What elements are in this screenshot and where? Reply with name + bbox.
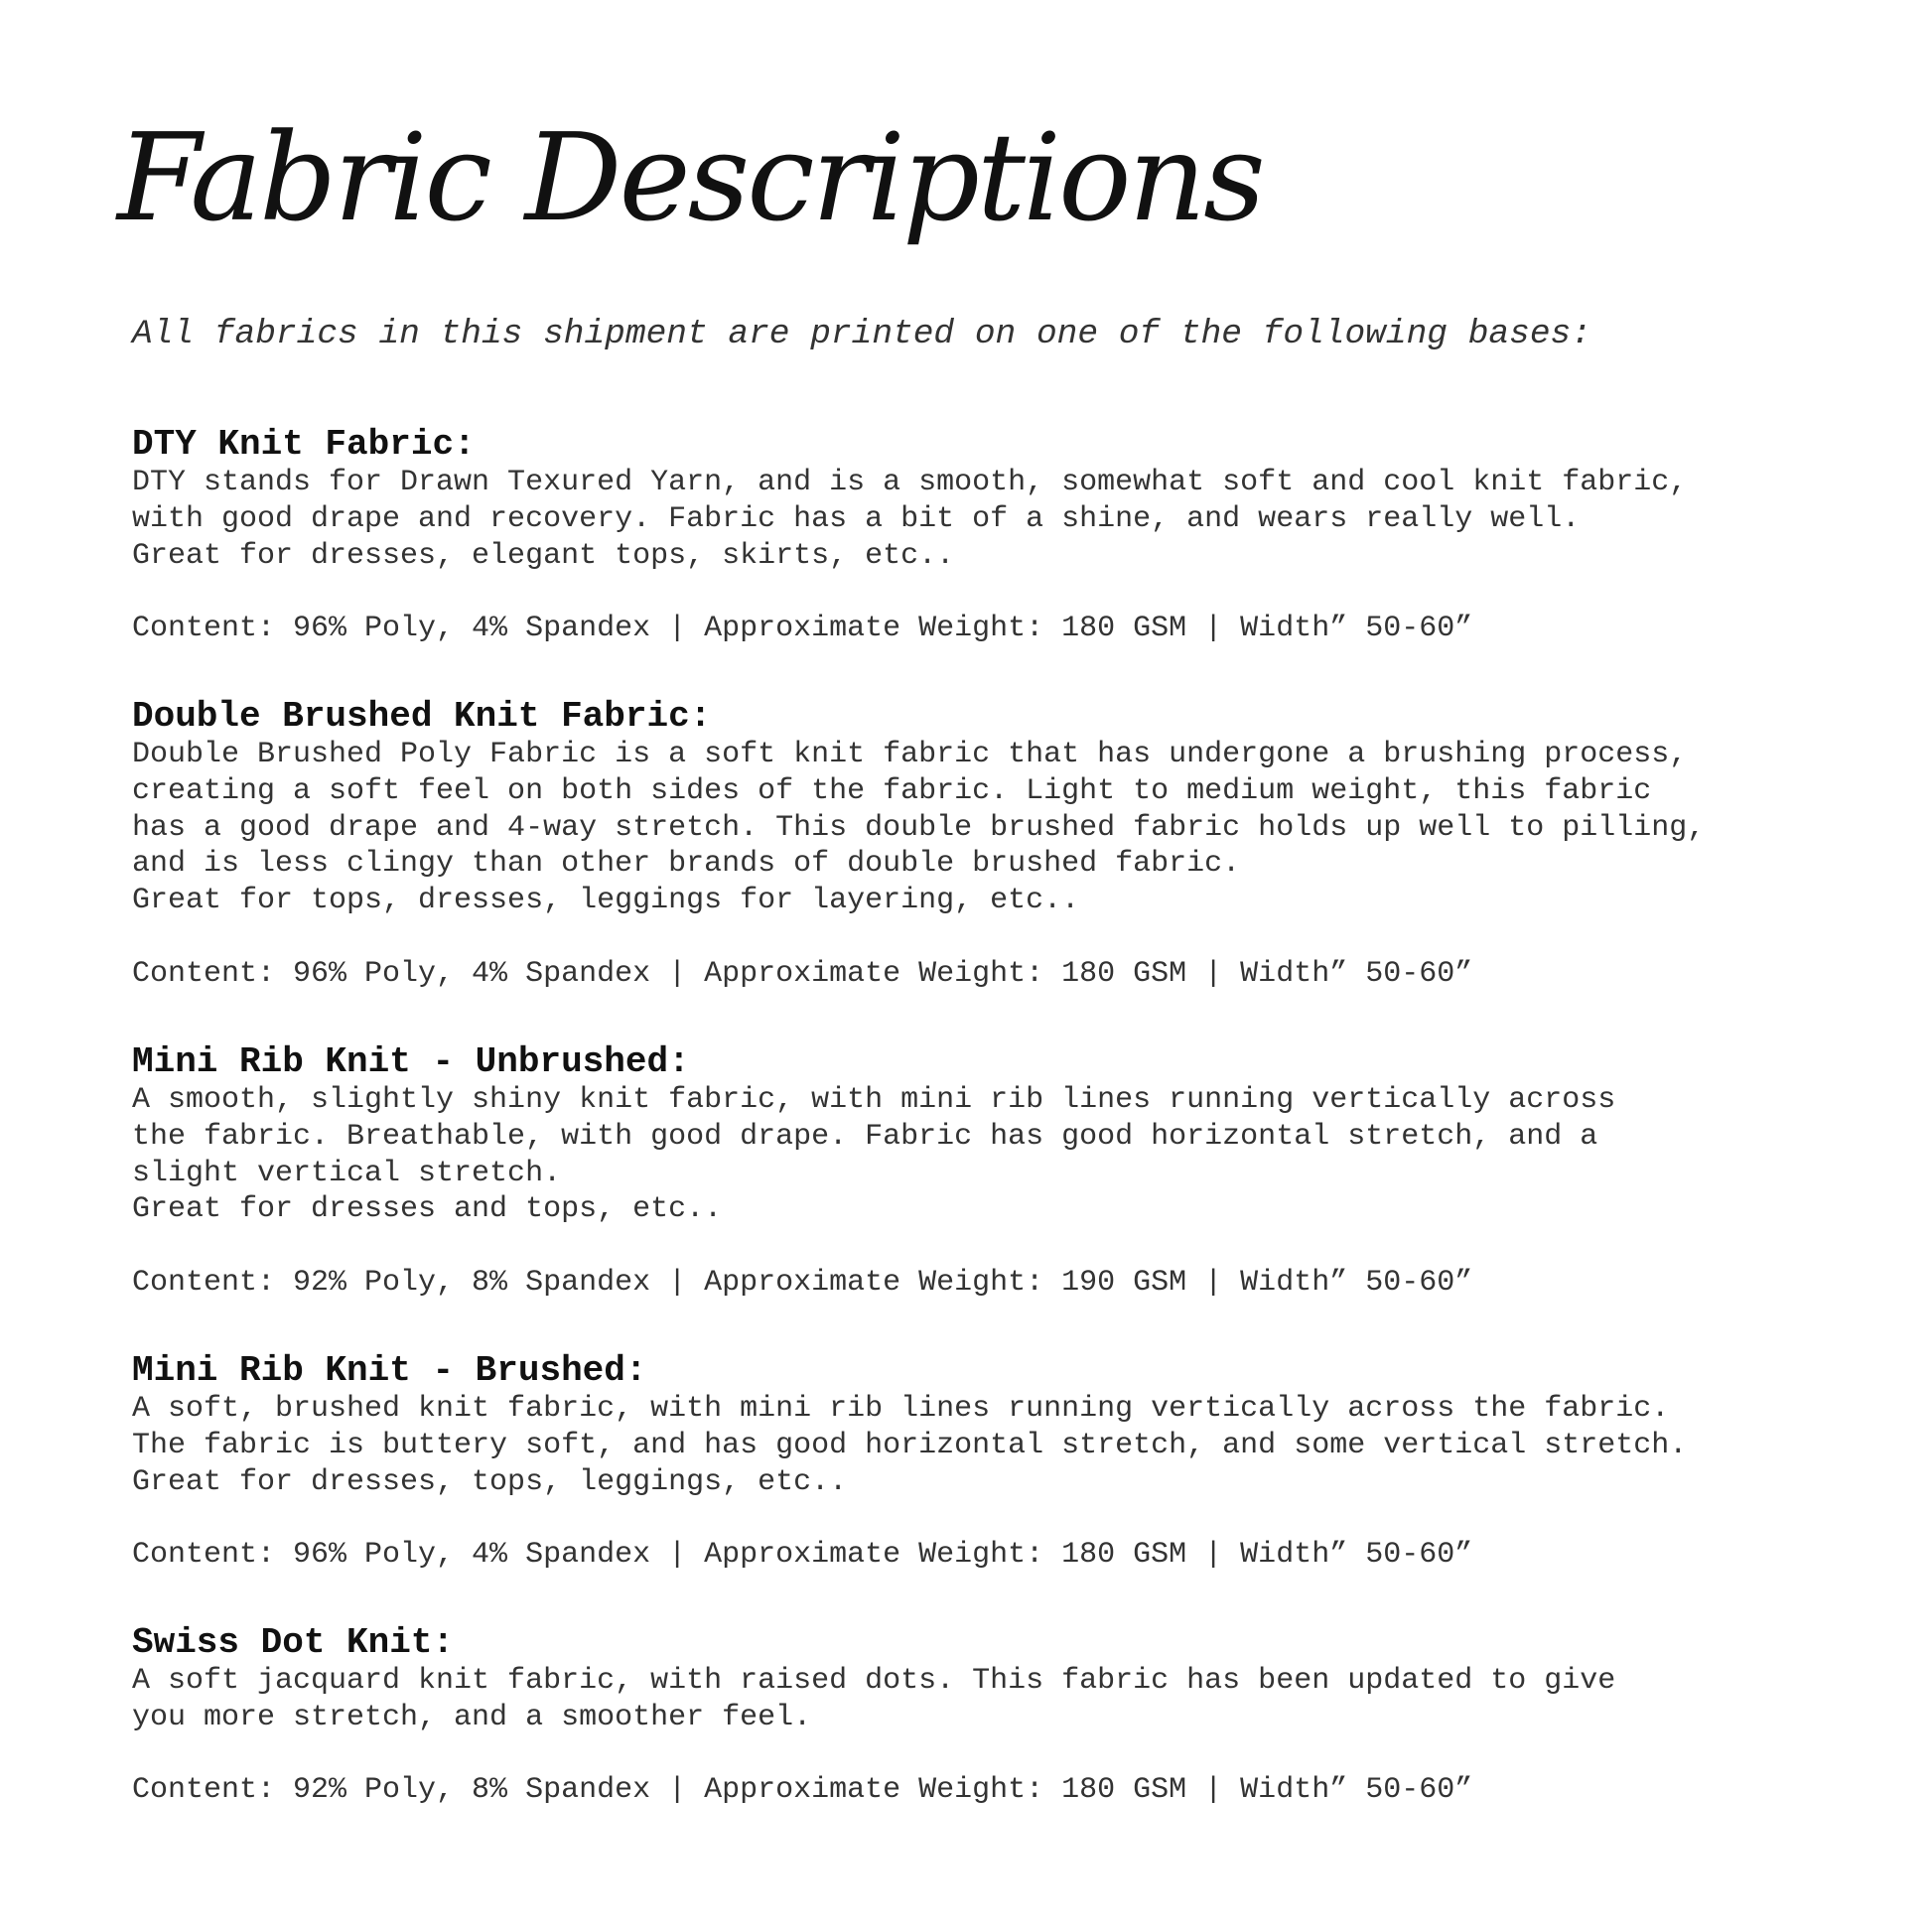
fabric-name: Swiss Dot Knit: [132,1622,455,1663]
fabric-section-dty-knit [132,425,1879,647]
fabric-section-mini-rib-brushed [132,1351,1879,1574]
fabric-name: Double Brushed Knit Fabric: [132,696,712,737]
intro-text: All fabrics in this shipment are printed on one of the following bases: [132,315,1591,353]
fabric-section-double-brushed-knit [132,697,1879,993]
fabric-spec: Content: 96% Poly, 4% Spandex | Approximate Weight: 180 GSM | Width” 50-60” [132,612,1473,646]
fabric-description: Double Brushed Poly Fabric is a soft knit fabric that has undergone a brushing process, creating a soft feel on both sides of the fabric. Light to medium weight, this fabric has a good drape and 4-way stretch. This double brushed fabric holds up well to pilling, and is less clingy than other brands of double brushed fabric. Great for tops, dresses, leggings for layering, etc.. [132,738,1706,918]
page-title: Fabric Descriptions [117,107,1263,248]
fabric-spec: Content: 92% Poly, 8% Spandex | Approximate Weight: 180 GSM | Width” 50-60” [132,1773,1473,1808]
fabric-description: A soft jacquard knit fabric, with raised dots. This fabric has been updated to give you more stretch, and a smoother feel. [132,1664,1616,1734]
fabric-section-mini-rib-unbrushed [132,1042,1879,1302]
fabric-name: Mini Rib Knit - Unbrushed: [132,1041,690,1082]
fabric-spec: Content: 96% Poly, 4% Spandex | Approximate Weight: 180 GSM | Width” 50-60” [132,1538,1473,1573]
fabric-description: DTY stands for Drawn Texured Yarn, and is a smooth, somewhat soft and cool knit fabric, with good drape and recovery. Fabric has a bit of a shine, and wears really well. Great for dresses, elegant tops, skirts, etc.. [132,466,1688,573]
fabric-section-swiss-dot-knit [132,1623,1879,1809]
fabric-description: A soft, brushed knit fabric, with mini rib lines running vertically across the fabric. The fabric is buttery soft, and has good horizontal stretch, and some vertical stretch. Great for dresses, tops, leggings, etc.. [132,1392,1688,1499]
fabric-name: Mini Rib Knit - Brushed: [132,1350,647,1391]
fabric-spec: Content: 92% Poly, 8% Spandex | Approximate Weight: 190 GSM | Width” 50-60” [132,1265,1473,1300]
fabric-spec: Content: 96% Poly, 4% Spandex | Approximate Weight: 180 GSM | Width” 50-60” [132,956,1473,991]
fabric-description: A smooth, slightly shiny knit fabric, with mini rib lines running vertically across the fabric. Breathable, with good drape. Fabric has good horizontal stretch, and a slight vertical stretch. Great for dresses and tops, etc.. [132,1083,1616,1227]
fabric-name: DTY Knit Fabric: [132,424,476,465]
